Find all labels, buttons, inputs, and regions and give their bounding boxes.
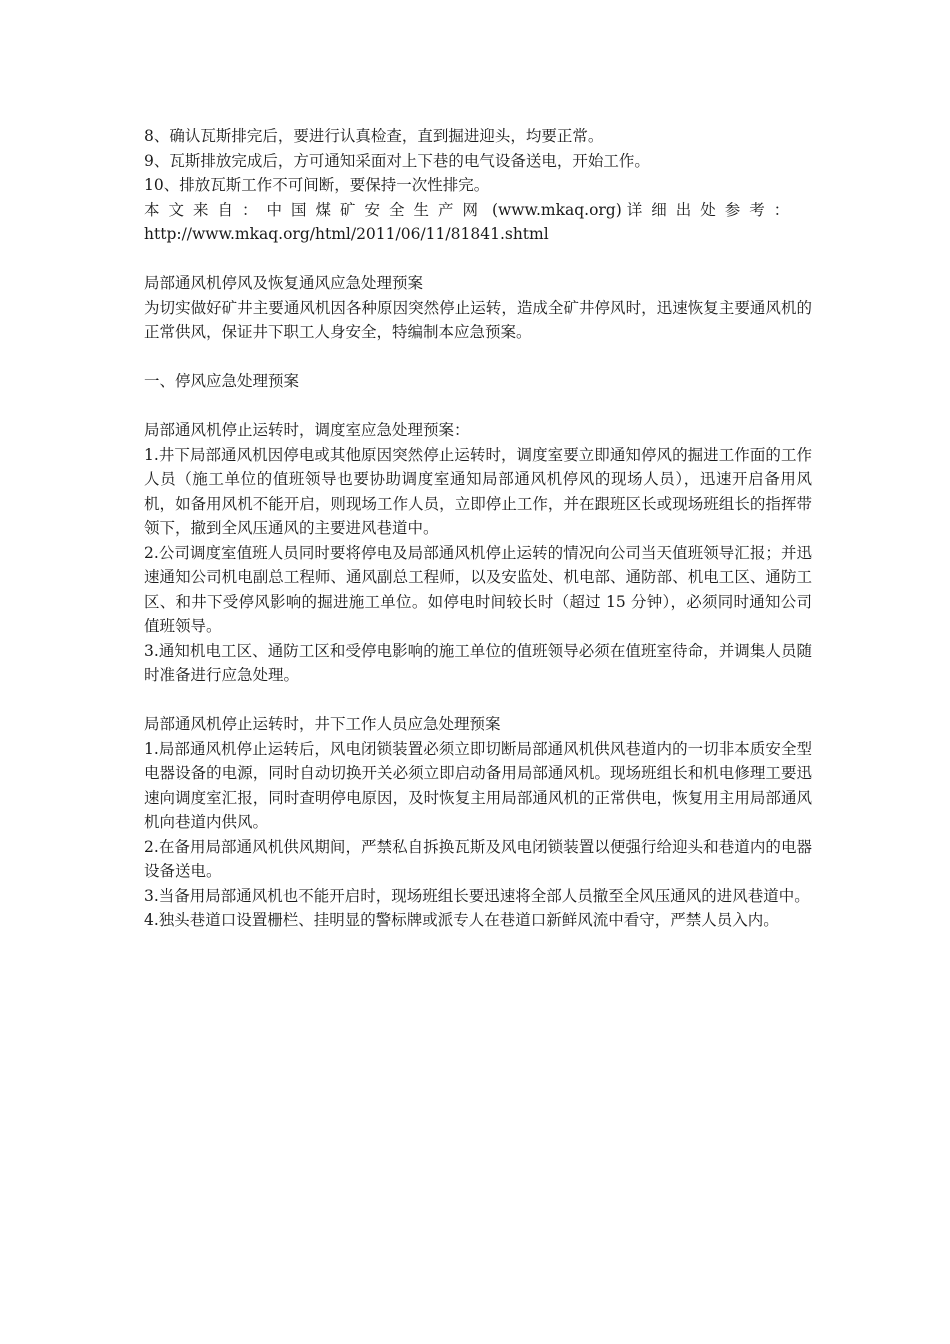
document-page [144, 124, 812, 933]
underground-item-3: 3.当备用局部通风机也不能开启时，现场班组长要迅速将全部人员撤至全风压通风的进风巷道中。 [144, 886, 810, 905]
section1-heading: 一、停风应急处理预案 [144, 372, 300, 390]
step-10: 10、排放瓦斯工作不可间断，要保持一次性排完。 [144, 176, 490, 194]
step-9: 9、瓦斯排放完成后，方可通知采面对上下巷的电气设备送电，开始工作。 [144, 151, 650, 170]
underground-item-1: 1.局部通风机停止运转后，风电闭锁装置必须立即切断局部通风机供风巷道内的一切非本质安全型电器设备的电源，同时自动切换开关必须立即启动备用局部通风机。现场班组长和机电修理工要迅速向调度室汇报，同时查明停电原因，及时恢复主用局部通风机的正常供电，恢复用主用局部通风机向巷道内供风。 [144, 739, 812, 831]
source-detail-label: 详细出处参考： [626, 200, 799, 219]
intro-paragraph: 为切实做好矿井主要通风机因各种原因突然停止运转，造成全矿井停风时，迅速恢复主要通风机的正常供风，保证井下职工人身安全，特编制本应急预案。 [144, 298, 812, 341]
dispatch-item-3: 3.通知机电工区、通防工区和受停电影响的施工单位的值班领导必须在值班室待命，并调集人员随时准备进行应急处理。 [144, 641, 812, 684]
dispatch-item-2: 2.公司调度室值班人员同时要将停电及局部通风机停止运转的情况向公司当天值班领导汇报；并迅速通知公司机电副总工程师、通风副总工程师，以及安监处、机电部、通防部、机电工区、通防工区、和井下受停风影响的掘进施工单位。如停电时间较长时（超过 15 分钟），必须同时通知公司值班领导。 [144, 543, 812, 635]
document-title: 局部通风机停风及恢复通风应急处理预案 [144, 274, 424, 292]
source-url[interactable]: http://www.mkaq.org/html/2011/06/11/81841.shtml [144, 225, 549, 243]
source-attribution [144, 198, 812, 223]
dispatch-item-1: 1.井下局部通风机因停电或其他原因突然停止运转时，调度室要立即通知停风的掘进工作面的工作人员（施工单位的值班领导也要协助调度室通知局部通风机停风的现场人员），迅速开启备用风机，如备用风机不能开启，则现场工作人员，立即停止工作，并在跟班区长或现场班组长的指挥带领下，撤到全风压通风的主要进风巷道中。 [144, 445, 812, 537]
underground-item-2: 2.在备用局部通风机供风期间，严禁私自拆换瓦斯及风电闭锁装置以便强行给迎头和巷道内的电器设备送电。 [144, 837, 812, 880]
underground-heading: 局部通风机停止运转时，井下工作人员应急处理预案 [144, 715, 501, 733]
source-label: 本文来自：中国煤矿安全生产网 [144, 200, 488, 219]
underground-item-4: 4.独头巷道口设置栅栏、挂明显的警标牌或派专人在巷道口新鲜风流中看守，严禁人员入内。 [144, 911, 779, 929]
source-site: (www.mkaq.org) [491, 200, 622, 219]
dispatch-heading: 局部通风机停止运转时，调度室应急处理预案： [144, 421, 470, 439]
step-8: 8、确认瓦斯排完后，要进行认真检查，直到掘进迎头，均要正常。 [144, 127, 604, 145]
